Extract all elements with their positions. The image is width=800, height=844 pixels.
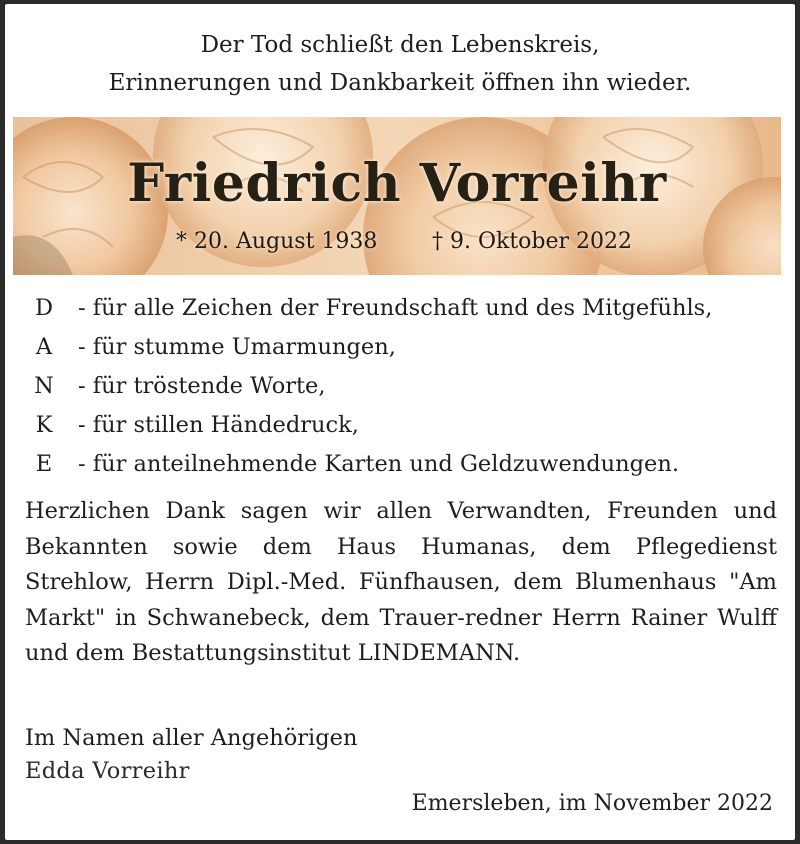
thank-you-paragraph: Herzlichen Dank sagen wir allen Verwandten, Freunden und Bekannten sowie dem Haus Humanas, dem Pflegedienst Strehlow, Herrn Dipl.-Med. Fünfhausen, dem Blumenhaus "Am Markt" in Schwanebeck, dem Trauer-redner Herrn Rainer Wulff und dem Bestattungsinstitut LINDEMANN. bbox=[25, 498, 777, 666]
acrostic-letter: K bbox=[35, 412, 53, 438]
danke-row bbox=[30, 328, 790, 367]
place-and-date: Emersleben, im November 2022 bbox=[411, 791, 773, 816]
acrostic-letter: D bbox=[34, 295, 54, 321]
danke-row bbox=[30, 445, 790, 484]
rose-banner bbox=[13, 117, 781, 275]
danke-row bbox=[30, 367, 790, 406]
motto-line-1: Der Tod schließt den Lebenskreis, bbox=[200, 32, 600, 58]
deceased-name: Friedrich Vorreihr bbox=[127, 153, 667, 214]
motto-line-2: Erinnerungen und Dankbarkeit öffnen ihn wieder. bbox=[108, 70, 692, 96]
acrostic-letter: A bbox=[35, 334, 53, 360]
birth-date: * 20. August 1938 bbox=[176, 229, 378, 254]
danke-row bbox=[30, 289, 790, 328]
danke-acrostic bbox=[30, 289, 790, 484]
danke-row bbox=[30, 406, 790, 445]
acrostic-text: - für stillen Händedruck, bbox=[78, 412, 359, 438]
acrostic-text: - für anteilnehmende Karten und Geldzuwendungen. bbox=[78, 451, 680, 477]
obituary-card bbox=[5, 4, 795, 840]
acrostic-letter: N bbox=[34, 373, 54, 399]
acrostic-text: - für tröstende Worte, bbox=[78, 373, 326, 399]
acrostic-text: - für alle Zeichen der Freundschaft und des Mitgefühls, bbox=[78, 295, 713, 321]
signature: Edda Vorreihr bbox=[25, 758, 190, 784]
closing-line: Im Namen aller Angehörigen bbox=[25, 725, 358, 751]
motto bbox=[5, 26, 795, 102]
acrostic-text: - für stumme Umarmungen, bbox=[78, 334, 396, 360]
acrostic-letter: E bbox=[35, 451, 53, 477]
death-date: † 9. Oktober 2022 bbox=[432, 229, 633, 254]
closing bbox=[25, 722, 357, 788]
